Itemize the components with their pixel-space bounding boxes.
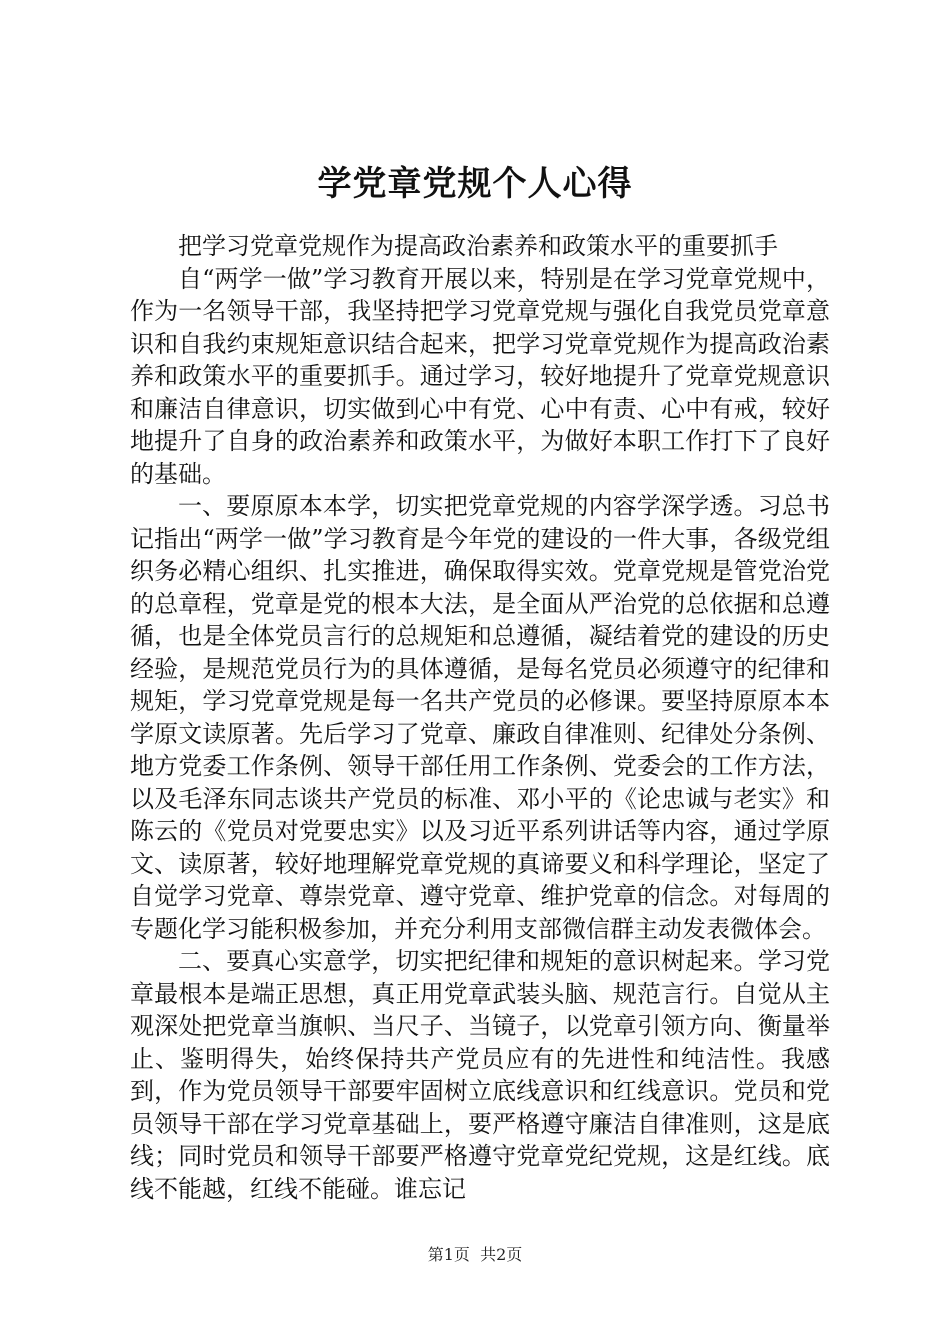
body-paragraph-section-two: 二、要真心实意学，切实把纪律和规矩的意识树起来。学习党章最根本是端正思想，真正用党章武装头脑、规范言行。自觉从主观深处把党章当旗帜、当尺子、当镜子，以党章引领方向、衡量举止、鉴明得失，始终保持共产党员应有的先进性和纯洁性。我感到，作为党员领导干部要牢固树立底线意识和红线意识。党员和党员领导干部在学习党章基础上，要严格遵守廉洁自律准则，这是底线；同时党员和领导干部要严格遵守党章党纪党规，这是红线。底线不能越，红线不能碰。谁忘记 [130, 947, 830, 1203]
document-title: 学党章党规个人心得 [317, 164, 633, 204]
body-paragraph-subtitle: 把学习党章党规作为提高政治素养和政策水平的重要抓手 [178, 232, 778, 260]
body-paragraph-intro: 自“两学一做”学习教育开展以来，特别是在学习党章党规中，作为一名领导干部，我坚持把学习党章党规与强化自我党员党章意识和自我约束规矩意识结合起来，把学习党章党规作为提高政治素养和政策水平的重要抓手。通过学习，较好地提升了党章党规意识和廉洁自律意识，切实做到心中有党、心中有责、心中有戒，较好地提升了自身的政治素养和政策水平，为做好本职工作打下了良好的基础。 [130, 264, 830, 488]
page-number-label: 第1页 共2页 [427, 1245, 523, 1264]
page-footer [0, 1244, 950, 1266]
body-paragraph-section-one: 一、要原原本本学，切实把党章党规的内容学深学透。习总书记指出“两学一做”学习教育是今年党的建设的一件大事，各级党组织务必精心组织、扎实推进，确保取得实效。党章党规是管党治党的总章程，党章是党的根本大法，是全面从严治党的总依据和总遵循，也是全体党员言行的总规矩和总遵循，凝结着党的建设的历史经验，是规范党员行为的具体遵循，是每名党员必须遵守的纪律和规矩，学习党章党规是每一名共产党员的必修课。要坚持原原本本学原文读原著。先后学习了党章、廉政自律准则、纪律处分条例、地方党委工作条例、领导干部任用工作条例、党委会的工作方法，以及毛泽东同志谈共产党员的标准、邓小平的《论忠诚与老实》和陈云的《党员对党要忠实》以及习近平系列讲话等内容，通过学原文、读原著，较好地理解党章党规的真谛要义和科学理论，坚定了自觉学习党章、尊崇党章、遵守党章、维护党章的信念。对每周的专题化学习能积极参加，并充分利用支部微信群主动发表微体会。 [130, 492, 830, 943]
document-body [130, 230, 830, 1205]
